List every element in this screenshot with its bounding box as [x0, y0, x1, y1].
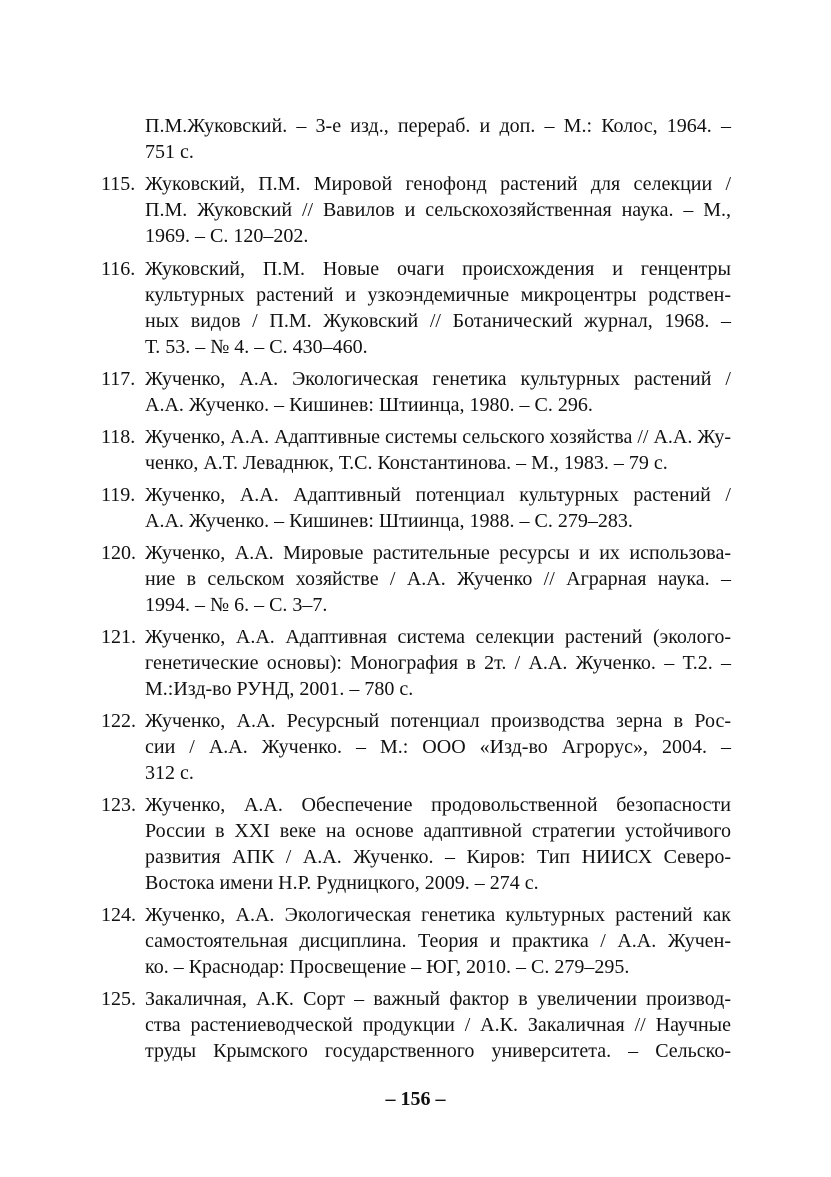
entry-line: Востока имени Н.Р. Рудницкого, 2009. – 274 с.	[145, 872, 539, 894]
entry-line: Жученко, А.А. Адаптивные системы сельского хозяйства // А.А. Жу-	[145, 426, 731, 448]
entry-number: 117.	[101, 368, 136, 390]
entry-number: 124.	[101, 904, 136, 926]
entry-line: Жученко, А.А. Обеспечение продовольственной безопасности	[145, 794, 731, 816]
entry-number: 118.	[101, 426, 136, 448]
entry-line: 312 с.	[145, 762, 194, 784]
entry-number: 123.	[101, 794, 136, 816]
entry-line: М.:Изд-во РУНД, 2001. – 780 с.	[145, 678, 414, 700]
entry-line: сии / А.А. Жученко. – М.: ООО «Изд-во Агрорус», 2004. –	[145, 736, 731, 758]
entry-number: 116.	[101, 258, 136, 280]
entry-line: ние в сельском хозяйстве / А.А. Жученко // Аграрная наука. –	[145, 568, 731, 590]
entry-line: ных видов / П.М. Жуковский // Ботанический журнал, 1968. –	[145, 310, 731, 332]
entry-line: России в XXI веке на основе адаптивной стратегии устойчивого	[145, 820, 731, 842]
entry-line: Жученко, А.А. Экологическая генетика культурных растений как	[145, 904, 731, 926]
entry-line: труды Крымского государственного университета. – Сельско-	[145, 1040, 731, 1062]
entry-line: ко. – Краснодар: Просвещение – ЮГ, 2010. – С. 279–295.	[145, 956, 630, 978]
entry-number: 115.	[101, 173, 136, 195]
entry-line: ства растениеводческой продукции / А.К. Закаличная // Научные	[145, 1014, 731, 1036]
entry-number: 120.	[101, 542, 136, 564]
entry-line: Т. 53. – № 4. – С. 430–460.	[145, 336, 368, 358]
entry-number: 122.	[101, 710, 136, 732]
entry-line: А.А. Жученко. – Кишинев: Штиинца, 1980. – С. 296.	[145, 394, 593, 416]
entry-line: Жученко, А.А. Адаптивная система селекции растений (эколого-	[145, 626, 731, 648]
entry-line: Закаличная, А.К. Сорт – важный фактор в увеличении производ-	[145, 988, 731, 1010]
entry-line: развития АПК / А.А. Жученко. – Киров: Тип НИИСХ Северо-	[145, 846, 731, 868]
entry-line: А.А. Жученко. – Кишинев: Штиинца, 1988. – С. 279–283.	[145, 510, 633, 532]
entry-line: Жученко, А.А. Экологическая генетика культурных растений /	[145, 368, 731, 390]
entry-number: 119.	[101, 484, 136, 506]
entry-line: ченко, А.Т. Леваднюк, Т.С. Константинова. – М., 1983. – 79 с.	[145, 452, 668, 474]
entry-line: Жученко, А.А. Ресурсный потенциал производства зерна в Рос-	[145, 710, 731, 732]
entry-line: Жученко, А.А. Мировые растительные ресурсы и их использова-	[145, 542, 731, 564]
continuation-line: П.М.Жуковский. – 3-е изд., перераб. и доп. – М.: Колос, 1964. –	[145, 115, 731, 137]
entry-line: генетические основы): Монография в 2т. / А.А. Жученко. – Т.2. –	[145, 652, 731, 674]
entry-line: 1994. – № 6. – С. 3–7.	[145, 594, 328, 616]
entry-line: Жуковский, П.М. Новые очаги происхождения и генцентры	[145, 258, 731, 280]
entry-line: культурных растений и узкоэндемичные микроцентры родствен-	[145, 284, 731, 306]
entry-number: 121.	[101, 626, 136, 648]
entry-line: Жуковский, П.М. Мировой генофонд растений для селекции /	[145, 173, 731, 195]
entry-line: П.М. Жуковский // Вавилов и сельскохозяйственная наука. – М.,	[145, 199, 731, 221]
entry-line: Жученко, А.А. Адаптивный потенциал культурных растений /	[145, 484, 731, 506]
entry-line: самостоятельная дисциплина. Теория и практика / А.А. Жучен-	[145, 930, 731, 952]
continuation-line: 751 с.	[145, 141, 194, 163]
page-number: – 156 –	[385, 1088, 446, 1110]
entry-number: 125.	[101, 988, 136, 1010]
entry-line: 1969. – С. 120–202.	[145, 225, 309, 247]
